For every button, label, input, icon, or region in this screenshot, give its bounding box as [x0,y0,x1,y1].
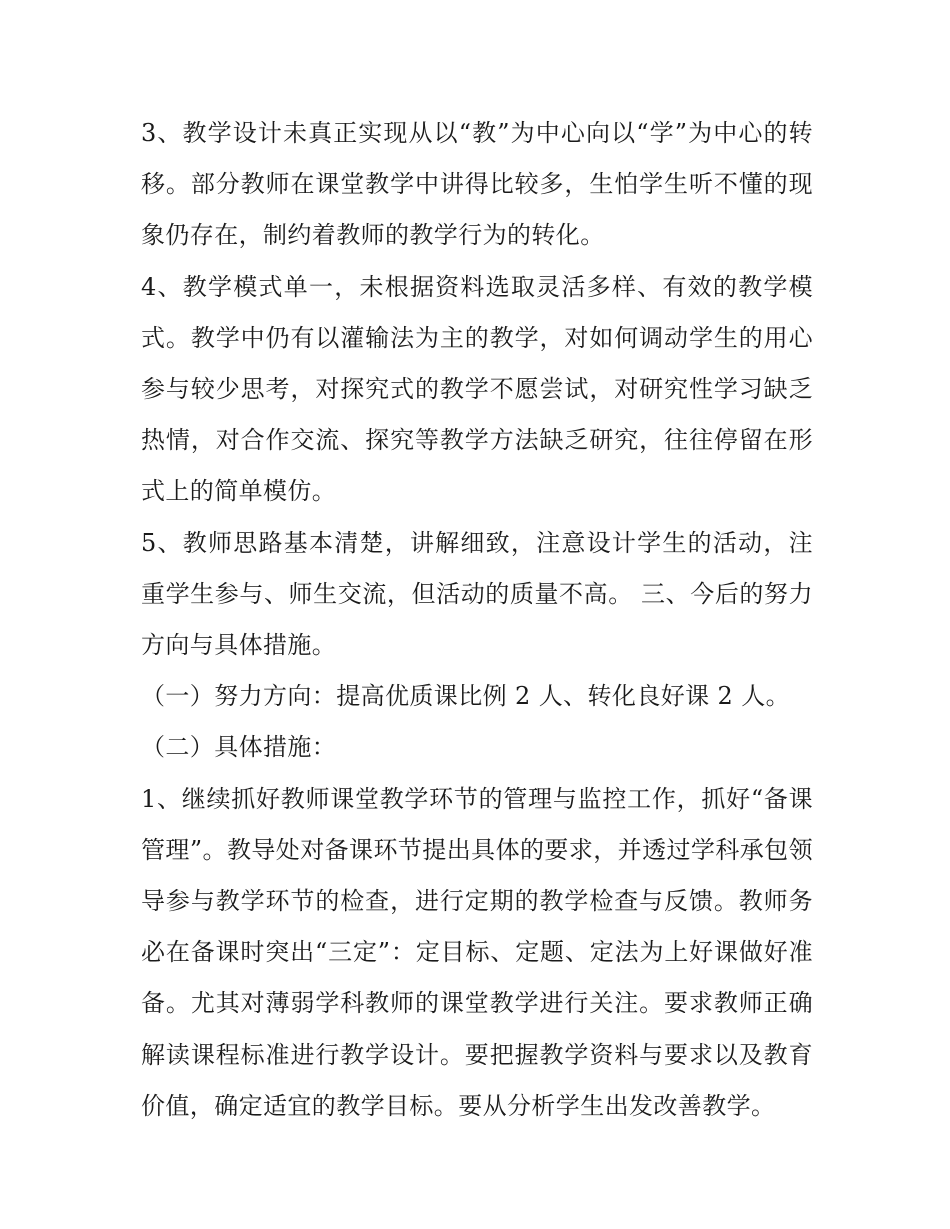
document-body [141,108,813,1132]
paragraph-measures-heading: （二）具体措施： [141,733,337,762]
paragraph-item-5: 5、教师思路基本清楚，讲解细致，注意设计学生的活动，注重学生参与、师生交流，但活动的质量不高。 三、今后的努力方向与具体措施。 [141,528,813,660]
paragraph-item-4: 4、教学模式单一，未根据资料选取灵活多样、有效的教学模式。教学中仍有以灌输法为主的教学，对如何调动学生的用心参与较少思考，对探究式的教学不愿尝试，对研究性学习缺乏热情，对合作交流、探究等教学方法缺乏研究，往往停留在形式上的简单模仿。 [141,272,813,506]
paragraph-item-3: 3、教学设计未真正实现从以“教”为中心向以“学”为中心的转移。部分教师在课堂教学中讲得比较多，生怕学生听不懂的现象仍存在，制约着教师的教学行为的转化。 [141,119,813,250]
paragraph-measure-1: 1、继续抓好教师课堂教学环节的管理与监控工作，抓好“备课管理”。教导处对备课环节提出具体的要求，并透过学科承包领导参与教学环节的检查，进行定期的教学检查与反馈。教师务必在备课时突出“三定”：定目标、定题、定法为上好课做好准备。尤其对薄弱学科教师的课堂教学进行关注。要求教师正确解读课程标准进行教学设计。要把握教学资料与要求以及教育价值，确定适宜的教学目标。要从分析学生出发改善教学。 [141,784,813,1120]
paragraph-direction: （一）努力方向：提高优质课比例 2 人、转化良好课 2 人。 [141,682,791,711]
